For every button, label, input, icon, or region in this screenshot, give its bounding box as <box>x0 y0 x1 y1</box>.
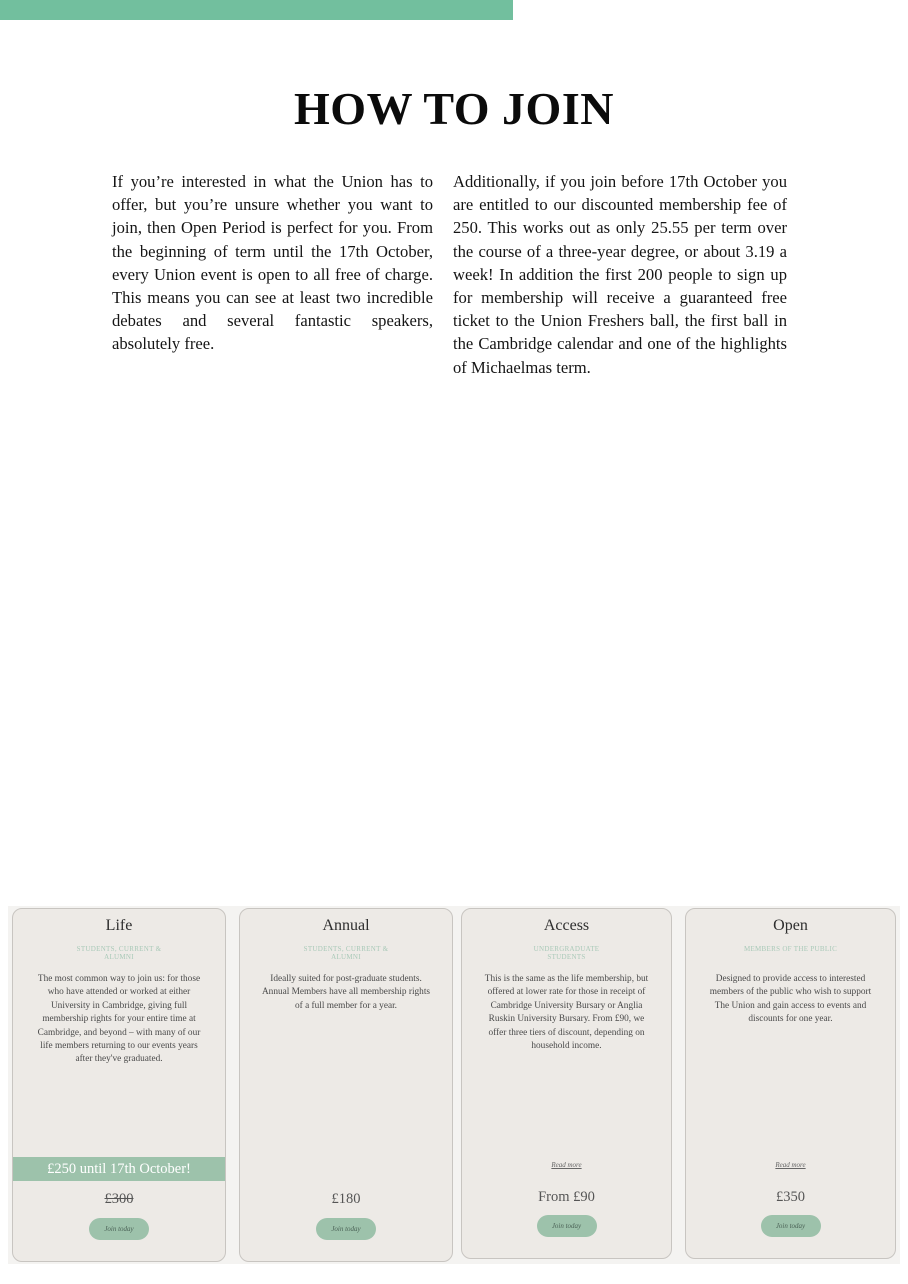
card-subtitle: STUDENTS, CURRENT & ALUMNI <box>303 945 389 961</box>
join-today-button[interactable]: Join today <box>89 1218 149 1240</box>
join-today-button[interactable]: Join today <box>316 1218 376 1240</box>
discount-banner: £250 until 17th October! <box>13 1157 225 1181</box>
card-description: Ideally suited for post-graduate students. Annual Members have all membership rights of a full member for a year. <box>261 974 431 1011</box>
page-title: HOW TO JOIN <box>294 83 614 134</box>
join-today-button[interactable]: Join today <box>537 1215 597 1237</box>
card-title: Open <box>773 917 808 934</box>
card-price: £300 <box>104 1191 134 1207</box>
card-subtitle: MEMBERS OF THE PUBLIC <box>743 945 838 953</box>
membership-card-open <box>685 908 896 1259</box>
card-price: £180 <box>331 1191 361 1207</box>
card-title: Annual <box>322 917 370 934</box>
card-subtitle: STUDENTS, CURRENT & ALUMNI <box>76 945 162 961</box>
card-title: Access <box>543 917 590 934</box>
intro-paragraph-left: If you’re interested in what the Union has to offer, but you’re unsure whether you want to join, then Open Period is perfect for you. From the beginning of term until the 17th October, every Union event is open to all free of charge. This means you can see at least two incredible debates and several fantastic speakers, absolutely free. <box>112 172 433 354</box>
card-price: From £90 <box>538 1189 595 1205</box>
card-description: The most common way to join us: for those who have attended or worked at either University in Cambridge, giving full membership rights for your entire time at Cambridge, and beyond – with many of our life members returning to our events years after they've graduated. <box>37 974 201 1065</box>
read-more-link[interactable]: Read more <box>551 1161 582 1169</box>
read-more-link[interactable]: Read more <box>775 1161 806 1169</box>
membership-card-annual <box>239 908 453 1262</box>
intro-paragraph-right: Additionally, if you join before 17th October you are entitled to our discounted membership fee of 250. This works out as only 25.55 per term over the course of a three-year degree, or about 3.19 a week! In addition the first 200 people to sign up for membership will receive a guaranteed free ticket to the Union Freshers ball, the first ball in the Cambridge calendar and one of the highlights of Michaelmas term. <box>453 172 787 377</box>
card-description: This is the same as the life membership, but offered at lower rate for those in receipt of Cambridge University Bursary or Anglia Ruskin University Bursary. From £90, we offer three tiers of discount, depending on household income. <box>484 974 649 1052</box>
membership-card-access <box>461 908 672 1259</box>
join-today-button[interactable]: Join today <box>761 1215 821 1237</box>
top-accent-bar <box>0 0 513 20</box>
membership-card-life <box>12 908 226 1262</box>
card-subtitle: UNDERGRADUATE STUDENTS <box>533 945 600 961</box>
card-title: Life <box>105 917 133 934</box>
card-price: £350 <box>776 1189 805 1205</box>
card-description: Designed to provide access to interested members of the public who wish to support The Union and gain access to events and discounts for one year. <box>709 974 872 1025</box>
